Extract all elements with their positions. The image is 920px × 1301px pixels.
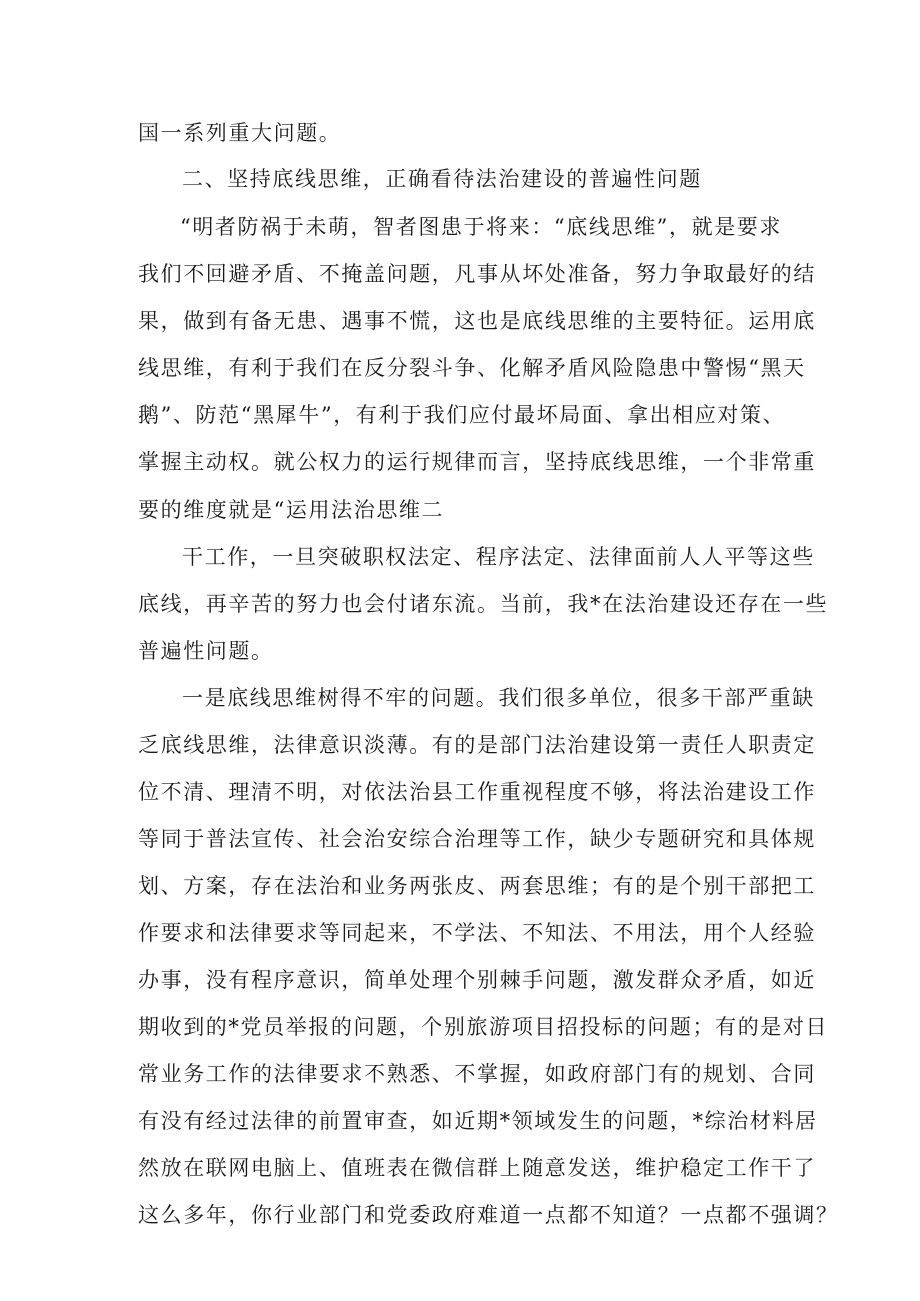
text-line-23: 然放在联网电脑上、值班表在微信群上随意发送，维护稳定工作干了 bbox=[138, 1156, 816, 1180]
text-line-20: 期收到的*党员举报的问题，个别旅游项目招投标的问题；有的是对日 bbox=[138, 1015, 829, 1039]
text-line-7: 鹅”、防范“黑犀牛”，有利于我们应付最坏局面、拿出相应对策、 bbox=[138, 403, 786, 427]
section-heading: 二、坚持底线思维，正确看待法治建设的普遍性问题 bbox=[182, 167, 702, 191]
text-line-21: 常业务工作的法律要求不熟悉、不掌握，如政府部门有的规划、合同 bbox=[138, 1062, 816, 1086]
text-line-17: 划、方案，存在法治和业务两张皮、两套思维；有的是个别干部把工 bbox=[138, 874, 816, 898]
text-line-1: 国一系列重大问题。 bbox=[138, 121, 342, 145]
text-line-8: 掌握主动权。就公权力的运行规律而言，坚持底线思维，一个非常重 bbox=[138, 450, 816, 474]
text-line-15: 位不清、理清不明，对依法治县工作重视程度不够，将法治建设工作 bbox=[138, 780, 816, 804]
text-line-4: 我们不回避矛盾、不掩盖问题，凡事从坏处准备，努力争取最好的结 bbox=[138, 262, 816, 286]
text-line-13: 一是底线思维树得不牢的问题。我们很多单位，很多干部严重缺 bbox=[182, 686, 815, 710]
text-line-22: 有没有经过法律的前置审查，如近期*领域发生的问题，*综治材料居 bbox=[138, 1109, 818, 1133]
text-line-14: 乏底线思维，法律意识淡薄。有的是部门法治建设第一责任人职责定 bbox=[138, 733, 816, 757]
text-line-16: 等同于普法宣传、社会治安综合治理等工作，缺少专题研究和具体规 bbox=[138, 827, 816, 851]
text-line-19: 办事，没有程序意识，简单处理个别棘手问题，激发群众矛盾，如近 bbox=[138, 968, 816, 992]
text-line-12: 普遍性问题。 bbox=[138, 639, 274, 663]
text-line-9: 要的维度就是“运用法治思维二 bbox=[138, 498, 445, 522]
text-line-10: 干工作，一旦突破职权法定、程序法定、法律面前人人平等这些 bbox=[182, 545, 815, 569]
text-line-5: 果，做到有备无患、遇事不慌，这也是底线思维的主要特征。运用底 bbox=[138, 309, 816, 333]
text-line-11: 底线，再辛苦的努力也会付诸东流。当前，我*在法治建设还存在一些 bbox=[138, 592, 829, 616]
text-line-3: “明者防祸于未萌，智者图患于将来：“底线思维”，就是要求 bbox=[180, 215, 783, 239]
text-line-6: 线思维，有利于我们在反分裂斗争、化解矛盾风险隐患中警惕“黑天 bbox=[138, 356, 806, 380]
text-line-18: 作要求和法律要求等同起来，不学法、不知法、不用法，用个人经验 bbox=[138, 921, 816, 945]
text-line-24: 这么多年，你行业部门和党委政府难道一点都不知道？一点都不强调？ bbox=[138, 1203, 839, 1227]
